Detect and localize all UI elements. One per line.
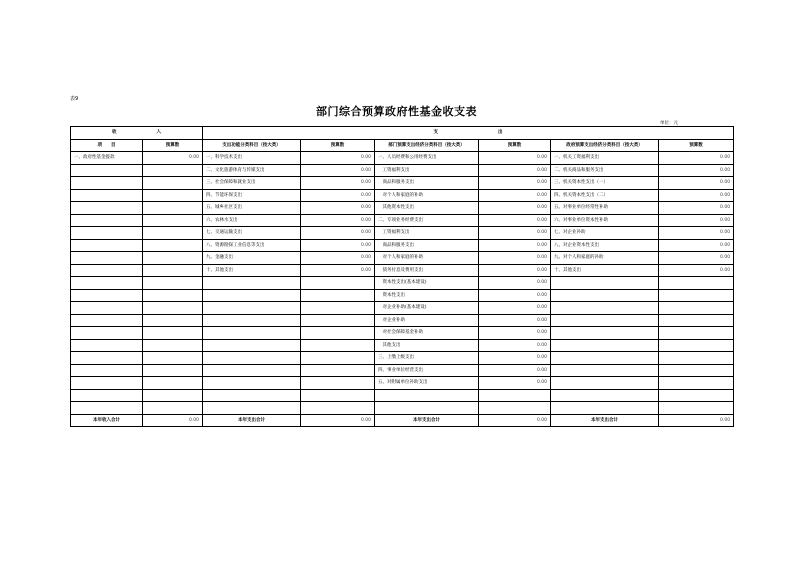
dept-amount-cell: 0.00 xyxy=(479,352,551,365)
table-row xyxy=(71,152,734,165)
dept-econ-cell: 一、人员经费和公用经费支出 xyxy=(375,152,479,165)
gov-econ-cell xyxy=(551,339,659,352)
income-amount-cell xyxy=(143,239,203,252)
dept-econ-cell: 资本性支出(基本建设) xyxy=(375,277,479,290)
dept-econ-cell: 资本性支出 xyxy=(375,289,479,302)
func-amount-cell: 0.00 xyxy=(301,239,375,252)
income-amount-cell xyxy=(143,302,203,315)
gov-econ-cell xyxy=(551,402,659,415)
table-row xyxy=(71,239,734,252)
gov-amount-cell xyxy=(659,289,734,302)
dept-econ-cell: 五、对附属单位补助支出 xyxy=(375,377,479,390)
gov-econ-cell: 四、机关资本性支出（二） xyxy=(551,189,659,202)
expense-header-char-2: 出 xyxy=(498,130,503,136)
dept-amount-cell: 0.00 xyxy=(479,252,551,265)
table-row xyxy=(71,327,734,340)
gov-amount-cell: 0.00 xyxy=(659,189,734,202)
col-header-gov-econ: 政府预算支出经济分类科目（按大类） xyxy=(551,139,659,152)
dept-econ-cell: 对社会保障基金补助 xyxy=(375,327,479,340)
gov-amount-cell xyxy=(659,377,734,390)
dept-amount-cell: 0.00 xyxy=(479,289,551,302)
dept-amount-cell: 0.00 xyxy=(479,277,551,290)
dept-econ-cell: 三、上缴上级支出 xyxy=(375,352,479,365)
income-total-label: 本年收入合计 xyxy=(71,414,143,427)
table-row xyxy=(71,364,734,377)
gov-econ-cell: 二、机关商品和服务支出 xyxy=(551,164,659,177)
budget-table xyxy=(70,126,734,427)
unit-label: 单位：元 xyxy=(660,121,678,126)
func-class-cell: 五、城乡社区支出 xyxy=(203,202,301,215)
func-class-cell xyxy=(203,377,301,390)
income-amount-cell xyxy=(143,252,203,265)
income-total-amount: 0.00 xyxy=(143,414,203,427)
expense-header-char-1: 支 xyxy=(433,130,439,136)
func-amount-cell xyxy=(301,277,375,290)
income-item-cell: 一、政府性基金拨款 xyxy=(71,152,143,165)
income-amount-cell xyxy=(143,264,203,277)
func-class-cell xyxy=(203,302,301,315)
income-amount-cell xyxy=(143,189,203,202)
dept-econ-cell: 四、事业单位经营支出 xyxy=(375,364,479,377)
func-amount-cell xyxy=(301,352,375,365)
income-amount-cell xyxy=(143,214,203,227)
income-item-cell xyxy=(71,177,143,190)
col-header-dept-econ: 部门预算支出经济分类科目（按大类） xyxy=(375,139,479,152)
dept-amount-cell: 0.00 xyxy=(479,364,551,377)
income-item-cell xyxy=(71,352,143,365)
income-item-cell xyxy=(71,289,143,302)
income-amount-cell xyxy=(143,227,203,240)
dept-amount-cell: 0.00 xyxy=(479,177,551,190)
dept-econ-cell: 二、专项业务经费支出 xyxy=(375,214,479,227)
dept-econ-cell xyxy=(375,389,479,402)
func-total-amount: 0.00 xyxy=(301,414,375,427)
func-class-cell xyxy=(203,339,301,352)
dept-econ-cell: 商品和服务支出 xyxy=(375,177,479,190)
gov-econ-cell: 六、对事业单位资本性补助 xyxy=(551,214,659,227)
dept-econ-cell: 商品和服务支出 xyxy=(375,239,479,252)
gov-total-amount: 0.00 xyxy=(659,414,734,427)
table-number-tag: 表9 xyxy=(70,96,79,102)
income-amount-cell xyxy=(143,352,203,365)
expense-section-header xyxy=(203,127,734,140)
table-row xyxy=(71,389,734,402)
func-amount-cell xyxy=(301,364,375,377)
gov-econ-cell xyxy=(551,327,659,340)
dept-amount-cell: 0.00 xyxy=(479,302,551,315)
table-row xyxy=(71,202,734,215)
gov-econ-cell xyxy=(551,277,659,290)
gov-amount-cell: 0.00 xyxy=(659,252,734,265)
table-row xyxy=(71,214,734,227)
gov-amount-cell: 0.00 xyxy=(659,164,734,177)
func-amount-cell: 0.00 xyxy=(301,152,375,165)
func-amount-cell: 0.00 xyxy=(301,264,375,277)
func-total-label: 本年支出合计 xyxy=(203,414,301,427)
table-row xyxy=(71,402,734,415)
func-amount-cell xyxy=(301,327,375,340)
income-amount-cell xyxy=(143,202,203,215)
table-row xyxy=(71,277,734,290)
income-item-cell xyxy=(71,189,143,202)
col-header-income-budget: 预算数 xyxy=(143,139,203,152)
income-amount-cell xyxy=(143,364,203,377)
func-class-cell: 七、交通运输支出 xyxy=(203,227,301,240)
table-row xyxy=(71,177,734,190)
dept-econ-cell: 其他资本性支出 xyxy=(375,202,479,215)
gov-econ-cell: 一、机关工资福利支出 xyxy=(551,152,659,165)
table-row xyxy=(71,314,734,327)
col-header-gov-budget: 预算数 xyxy=(659,139,734,152)
func-amount-cell: 0.00 xyxy=(301,227,375,240)
dept-econ-cell: 对个人和家庭的补助 xyxy=(375,189,479,202)
gov-amount-cell: 0.00 xyxy=(659,202,734,215)
income-amount-cell xyxy=(143,377,203,390)
dept-econ-cell: 对企业补助(基本建设) xyxy=(375,302,479,315)
gov-econ-cell xyxy=(551,389,659,402)
header-row-sections xyxy=(71,127,734,140)
gov-amount-cell: 0.00 xyxy=(659,152,734,165)
income-header-char-2: 入 xyxy=(156,130,161,136)
table-row xyxy=(71,164,734,177)
func-class-cell: 九、金融支出 xyxy=(203,252,301,265)
func-amount-cell: 0.00 xyxy=(301,214,375,227)
gov-amount-cell xyxy=(659,327,734,340)
income-section-header xyxy=(71,127,203,140)
gov-econ-cell: 三、机关资本性支出（一） xyxy=(551,177,659,190)
func-class-cell xyxy=(203,352,301,365)
dept-amount-cell: 0.00 xyxy=(479,152,551,165)
page-title: 部门综合预算政府性基金收支表 xyxy=(316,105,477,118)
func-amount-cell xyxy=(301,289,375,302)
func-class-cell: 四、节能环保支出 xyxy=(203,189,301,202)
dept-amount-cell xyxy=(479,389,551,402)
dept-amount-cell: 0.00 xyxy=(479,339,551,352)
table-row xyxy=(71,252,734,265)
gov-amount-cell: 0.00 xyxy=(659,177,734,190)
gov-amount-cell xyxy=(659,302,734,315)
dept-amount-cell: 0.00 xyxy=(479,327,551,340)
func-class-cell: 二、文化旅游体育与传媒支出 xyxy=(203,164,301,177)
func-amount-cell: 0.00 xyxy=(301,164,375,177)
income-amount-cell xyxy=(143,402,203,415)
func-class-cell: 一、科学技术支出 xyxy=(203,152,301,165)
gov-total-label: 本年支出合计 xyxy=(551,414,659,427)
func-class-cell xyxy=(203,314,301,327)
income-item-cell xyxy=(71,302,143,315)
header-row-columns xyxy=(71,139,734,152)
func-class-cell: 六、农林水支出 xyxy=(203,214,301,227)
func-class-cell: 十、其他支出 xyxy=(203,264,301,277)
gov-econ-cell xyxy=(551,377,659,390)
dept-amount-cell: 0.00 xyxy=(479,202,551,215)
dept-amount-cell: 0.00 xyxy=(479,239,551,252)
func-class-cell xyxy=(203,327,301,340)
income-item-cell xyxy=(71,389,143,402)
gov-amount-cell xyxy=(659,339,734,352)
gov-econ-cell: 五、对事业单位经常性补助 xyxy=(551,202,659,215)
col-header-item: 项 目 xyxy=(71,139,143,152)
func-class-cell xyxy=(203,402,301,415)
dept-amount-cell: 0.00 xyxy=(479,214,551,227)
dept-econ-cell: 工资福利支出 xyxy=(375,164,479,177)
gov-amount-cell xyxy=(659,402,734,415)
func-amount-cell xyxy=(301,314,375,327)
func-class-cell xyxy=(203,364,301,377)
income-item-cell xyxy=(71,314,143,327)
income-item-cell xyxy=(71,264,143,277)
income-amount-cell xyxy=(143,289,203,302)
dept-amount-cell: 0.00 xyxy=(479,189,551,202)
table-row xyxy=(71,339,734,352)
income-item-cell xyxy=(71,252,143,265)
table-row xyxy=(71,227,734,240)
income-amount-cell xyxy=(143,314,203,327)
func-class-cell xyxy=(203,389,301,402)
totals-row xyxy=(71,414,734,427)
func-amount-cell: 0.00 xyxy=(301,252,375,265)
func-amount-cell: 0.00 xyxy=(301,177,375,190)
func-amount-cell xyxy=(301,389,375,402)
gov-amount-cell: 0.00 xyxy=(659,214,734,227)
gov-econ-cell xyxy=(551,302,659,315)
gov-amount-cell: 0.00 xyxy=(659,239,734,252)
income-amount-cell xyxy=(143,389,203,402)
func-amount-cell xyxy=(301,302,375,315)
income-item-cell xyxy=(71,277,143,290)
income-amount-cell xyxy=(143,339,203,352)
income-item-cell xyxy=(71,364,143,377)
income-amount-cell xyxy=(143,177,203,190)
table-row xyxy=(71,289,734,302)
income-amount-cell xyxy=(143,277,203,290)
col-header-func-budget: 预算数 xyxy=(301,139,375,152)
dept-amount-cell: 0.00 xyxy=(479,314,551,327)
gov-amount-cell: 0.00 xyxy=(659,227,734,240)
dept-amount-cell: 0.00 xyxy=(479,264,551,277)
gov-amount-cell xyxy=(659,389,734,402)
dept-econ-cell xyxy=(375,402,479,415)
income-item-cell xyxy=(71,339,143,352)
func-amount-cell xyxy=(301,377,375,390)
func-amount-cell: 0.00 xyxy=(301,189,375,202)
income-item-cell xyxy=(71,227,143,240)
table-row xyxy=(71,189,734,202)
func-class-cell: 三、社会保障和就业支出 xyxy=(203,177,301,190)
income-item-cell xyxy=(71,327,143,340)
income-item-cell xyxy=(71,239,143,252)
gov-amount-cell xyxy=(659,352,734,365)
income-item-cell xyxy=(71,164,143,177)
gov-econ-cell: 十、其他支出 xyxy=(551,264,659,277)
gov-econ-cell xyxy=(551,289,659,302)
gov-amount-cell xyxy=(659,277,734,290)
income-item-cell xyxy=(71,214,143,227)
dept-econ-cell: 其他支出 xyxy=(375,339,479,352)
dept-total-amount: 0.00 xyxy=(479,414,551,427)
dept-econ-cell: 对个人和家庭的补助 xyxy=(375,252,479,265)
gov-amount-cell xyxy=(659,314,734,327)
income-item-cell xyxy=(71,202,143,215)
income-item-cell xyxy=(71,402,143,415)
dept-amount-cell xyxy=(479,402,551,415)
gov-econ-cell xyxy=(551,314,659,327)
dept-econ-cell: 对企业补助 xyxy=(375,314,479,327)
income-header-char-1: 收 xyxy=(112,130,117,136)
gov-econ-cell: 九、对个人和家庭的补助 xyxy=(551,252,659,265)
func-class-cell xyxy=(203,289,301,302)
gov-econ-cell xyxy=(551,352,659,365)
income-amount-cell: 0.00 xyxy=(143,152,203,165)
col-header-dept-budget: 预算数 xyxy=(479,139,551,152)
income-amount-cell xyxy=(143,164,203,177)
table-row xyxy=(71,377,734,390)
gov-amount-cell xyxy=(659,364,734,377)
table-row xyxy=(71,302,734,315)
dept-amount-cell: 0.00 xyxy=(479,164,551,177)
dept-econ-cell: 工资福利支出 xyxy=(375,227,479,240)
col-header-func-class: 支出功能分类科目（按大类） xyxy=(203,139,301,152)
table-row xyxy=(71,264,734,277)
table-row xyxy=(71,352,734,365)
func-class-cell xyxy=(203,277,301,290)
func-amount-cell: 0.00 xyxy=(301,202,375,215)
func-class-cell: 八、资源勘探工业信息等支出 xyxy=(203,239,301,252)
func-amount-cell xyxy=(301,339,375,352)
gov-econ-cell: 八、对企业资本性支出 xyxy=(551,239,659,252)
dept-amount-cell: 0.00 xyxy=(479,377,551,390)
gov-amount-cell: 0.00 xyxy=(659,264,734,277)
income-item-cell xyxy=(71,377,143,390)
gov-econ-cell: 七、对企业补助 xyxy=(551,227,659,240)
income-amount-cell xyxy=(143,327,203,340)
func-amount-cell xyxy=(301,402,375,415)
gov-econ-cell xyxy=(551,364,659,377)
dept-econ-cell: 债务付息及费用支出 xyxy=(375,264,479,277)
dept-amount-cell: 0.00 xyxy=(479,227,551,240)
dept-total-label: 本年支出合计 xyxy=(375,414,479,427)
